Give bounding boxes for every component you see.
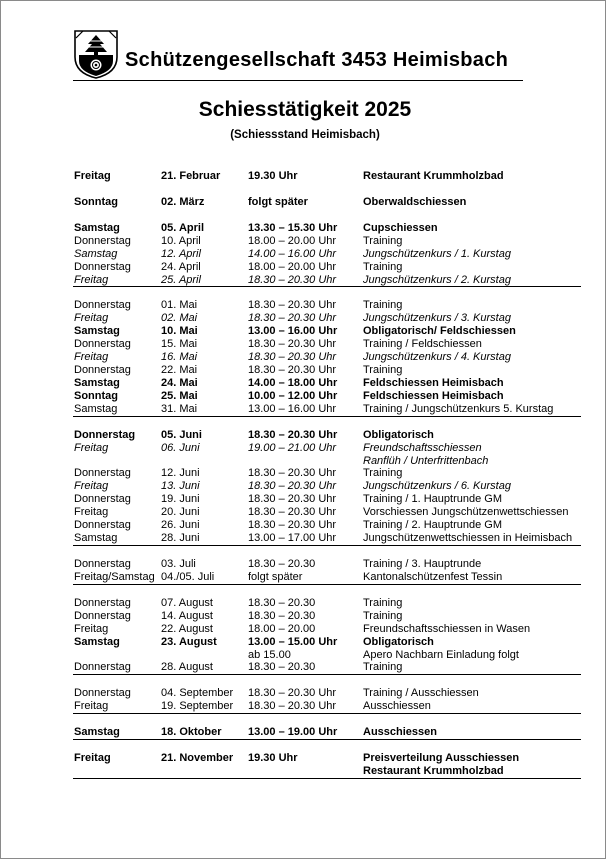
- schedule-event: Restaurant Krummholzbad: [363, 170, 504, 182]
- schedule-day: Samstag: [74, 377, 120, 389]
- schedule-event: Feldschiessen Heimisbach: [363, 377, 504, 389]
- schedule-date: 23. August: [161, 636, 217, 648]
- schedule-day: Freitag/Samstag: [74, 571, 155, 583]
- schedule-date: 19. Juni: [161, 493, 200, 505]
- schedule-day: Freitag: [74, 312, 109, 324]
- schedule-time: 18.30 – 20.30 Uhr: [248, 351, 337, 363]
- schedule-date: 20. Juni: [161, 506, 200, 518]
- schedule-time: 18.30 – 20.30 Uhr: [248, 480, 337, 492]
- schedule-date: 06. Juni: [161, 442, 200, 454]
- schedule-day: Samstag: [74, 726, 120, 738]
- schedule-time: 19.30 Uhr: [248, 752, 298, 764]
- schedule-day: Sonntag: [74, 196, 118, 208]
- schedule-date: 15. Mai: [161, 338, 198, 350]
- schedule-time: 18.00 – 20.00 Uhr: [248, 235, 337, 247]
- schedule-day: Samstag: [74, 636, 120, 648]
- schedule-event: Training / 3. Hauptrunde: [363, 558, 482, 570]
- schedule-date: 22. Mai: [161, 364, 198, 376]
- schedule-event: Training / Feldschiessen: [363, 338, 482, 350]
- schedule-time: folgt später: [248, 571, 303, 583]
- section-divider: [73, 713, 581, 714]
- schedule-day: Sonntag: [74, 390, 118, 402]
- schedule-event: Preisverteilung Ausschiessen: [363, 752, 520, 764]
- schedule-day: Donnerstag: [74, 610, 131, 622]
- schedule-event: Jungschützenkurs / 1. Kurstag: [363, 248, 511, 260]
- schedule-date: 19. September: [161, 700, 234, 712]
- schedule-day: Donnerstag: [74, 429, 136, 441]
- schedule-date: 25. Mai: [161, 390, 198, 402]
- schedule-date: 24. April: [161, 261, 201, 273]
- section-divider: [73, 778, 581, 779]
- schedule-date: 07. August: [161, 597, 213, 609]
- schedule-event: Training: [363, 610, 403, 622]
- schedule-date: 04. September: [161, 687, 234, 699]
- schedule-event: Jungschützenkurs / 6. Kurstag: [363, 480, 511, 492]
- schedule-day: Donnerstag: [74, 299, 131, 311]
- schedule-time: 19.00 – 21.00 Uhr: [248, 442, 337, 454]
- schedule-event: Ranflüh / Unterfrittenbach: [363, 455, 489, 467]
- schedule-date: 21. Februar: [161, 170, 221, 182]
- schedule-event: Jungschützenkurs / 3. Kurstag: [363, 312, 511, 324]
- header-divider: [73, 80, 523, 81]
- schedule-time: 18.30 – 20.30 Uhr: [248, 299, 337, 311]
- section-divider: [73, 416, 581, 417]
- schedule-date: 13. Juni: [161, 480, 200, 492]
- schedule-date: 26. Juni: [161, 519, 200, 531]
- schedule-event: Training: [363, 467, 403, 479]
- schedule-day: Freitag: [74, 752, 111, 764]
- schedule-date: 28. Juni: [161, 532, 200, 544]
- schedule-time: 18.30 – 20.30 Uhr: [248, 506, 337, 518]
- schedule-date: 02. März: [161, 196, 205, 208]
- schedule-day: Samstag: [74, 325, 120, 337]
- schedule-event: Kantonalschützenfest Tessin: [363, 571, 503, 583]
- schedule-time: 14.00 – 18.00 Uhr: [248, 377, 338, 389]
- schedule-day: Donnerstag: [74, 519, 131, 531]
- schedule-event: Apero Nachbarn Einladung folgt: [363, 649, 519, 661]
- schedule-event: Training: [363, 235, 403, 247]
- schedule-day: Donnerstag: [74, 235, 131, 247]
- page-title: Schiesstätigkeit 2025: [198, 98, 412, 121]
- schedule-date: 25. April: [161, 274, 201, 286]
- schedule-date: 01. Mai: [161, 299, 198, 311]
- schedule-date: 12. April: [161, 248, 201, 260]
- schedule-event: Restaurant Krummholzbad: [363, 765, 504, 777]
- section-divider: [73, 739, 581, 740]
- schedule-event: Vorschiessen Jungschützenwettschiessen: [363, 506, 569, 518]
- schedule-time: 13.00 – 16.00 Uhr: [248, 325, 338, 337]
- schedule-day: Donnerstag: [74, 661, 131, 673]
- schedule-day: Donnerstag: [74, 687, 131, 699]
- schedule-time: 13.00 – 19.00 Uhr: [248, 726, 338, 738]
- schedule-event: Jungschützenkurs / 4. Kurstag: [363, 351, 511, 363]
- schedule-day: Donnerstag: [74, 261, 131, 273]
- schedule-day: Samstag: [74, 403, 118, 415]
- schedule-day: Donnerstag: [74, 493, 131, 505]
- schedule-event: Training / Jungschützenkurs 5. Kurstag: [363, 403, 554, 415]
- schedule-time: 18.30 – 20.30: [248, 661, 316, 673]
- schedule-time: ab 15.00: [248, 649, 291, 661]
- schedule-event: Obligatorisch/ Feldschiessen: [363, 325, 516, 337]
- schedule-day: Donnerstag: [74, 338, 131, 350]
- schedule-time: 18.30 – 20.30 Uhr: [248, 312, 337, 324]
- schedule-event: Training: [363, 261, 403, 273]
- schedule-time: 13.00 – 16.00 Uhr: [248, 403, 337, 415]
- schedule-date: 04./05. Juli: [161, 571, 215, 583]
- schedule-event: Training: [363, 364, 403, 376]
- schedule-date: 05. Juni: [161, 429, 202, 441]
- schedule-day: Samstag: [74, 222, 120, 234]
- schedule-time: 18.30 – 20.30 Uhr: [248, 467, 337, 479]
- schedule-day: Donnerstag: [74, 597, 131, 609]
- schedule-time: 14.00 – 16.00 Uhr: [248, 248, 337, 260]
- schedule-event: Cupschiessen: [363, 222, 438, 234]
- schedule-time: 18.30 – 20.30: [248, 610, 316, 622]
- schedule-date: 10. April: [161, 235, 201, 247]
- schedule-time: 18.30 – 20.30 Uhr: [248, 338, 337, 350]
- schedule-time: 18.30 – 20.30 Uhr: [248, 519, 337, 531]
- schedule-time: 18.30 – 20.30 Uhr: [248, 274, 337, 286]
- schedule-event: Ausschiessen: [363, 726, 437, 738]
- section-divider: [73, 584, 581, 585]
- schedule-date: 16. Mai: [161, 351, 198, 363]
- schedule-time: 13.30 – 15.30 Uhr: [248, 222, 338, 234]
- schedule-event: Training: [363, 597, 403, 609]
- schedule-event: Training / 2. Hauptrunde GM: [363, 519, 502, 531]
- schedule-event: Jungschützenkurs / 2. Kurstag: [363, 274, 511, 286]
- schedule-date: 14. August: [161, 610, 213, 622]
- schedule-time: 18.30 – 20.30: [248, 558, 316, 570]
- schedule-event: Ausschiessen: [363, 700, 431, 712]
- schedule-date: 18. Oktober: [161, 726, 222, 738]
- schedule-time: 18.30 – 20.30: [248, 597, 316, 609]
- schedule-time: 13.00 – 17.00 Uhr: [248, 532, 337, 544]
- club-name: Schützengesellschaft 3453 Heimisbach: [125, 49, 509, 71]
- schedule-day: Samstag: [74, 248, 118, 260]
- schedule-date: 02. Mai: [161, 312, 198, 324]
- schedule-date: 22. August: [161, 623, 213, 635]
- schedule-time: 10.00 – 12.00 Uhr: [248, 390, 338, 402]
- schedule-event: Training / Ausschiessen: [363, 687, 479, 699]
- section-divider: [73, 545, 581, 546]
- schedule-time: 13.00 – 15.00 Uhr: [248, 636, 338, 648]
- schedule-time: 18.30 – 20.30 Uhr: [248, 429, 338, 441]
- schedule-event: Freundschaftsschiessen in Wasen: [363, 623, 531, 635]
- schedule-day: Donnerstag: [74, 467, 131, 479]
- schedule-day: Freitag: [74, 442, 109, 454]
- schedule-event: Freundschaftsschiessen: [363, 442, 482, 454]
- schedule-date: 24. Mai: [161, 377, 198, 389]
- schedule-date: 31. Mai: [161, 403, 198, 415]
- schedule-time: 18.30 – 20.30 Uhr: [248, 364, 337, 376]
- club-emblem-icon: [73, 29, 119, 79]
- schedule-date: 12. Juni: [161, 467, 200, 479]
- schedule-event: Oberwaldschiessen: [363, 196, 467, 208]
- schedule-day: Donnerstag: [74, 364, 131, 376]
- schedule-event: Training: [363, 661, 403, 673]
- section-divider: [73, 674, 581, 675]
- schedule-date: 28. August: [161, 661, 213, 673]
- schedule-event: Obligatorisch: [363, 636, 434, 648]
- schedule-day: Freitag: [74, 623, 109, 635]
- schedule-date: 10. Mai: [161, 325, 198, 337]
- schedule-event: Obligatorisch: [363, 429, 434, 441]
- schedule-day: Samstag: [74, 532, 118, 544]
- schedule-time: 18.30 – 20.30 Uhr: [248, 493, 337, 505]
- schedule-day: Donnerstag: [74, 558, 131, 570]
- schedule-day: Freitag: [74, 480, 109, 492]
- page-subtitle: (Schiessstand Heimisbach): [230, 129, 380, 141]
- schedule-day: Freitag: [74, 351, 109, 363]
- schedule-day: Freitag: [74, 506, 109, 518]
- schedule-day: Freitag: [74, 700, 109, 712]
- schedule-date: 21. November: [161, 752, 234, 764]
- schedule-time: 18.00 – 20.00: [248, 623, 316, 635]
- schedule-time: 18.30 – 20.30 Uhr: [248, 687, 337, 699]
- schedule-event: Feldschiessen Heimisbach: [363, 390, 504, 402]
- schedule-time: folgt später: [248, 196, 308, 208]
- schedule-day: Freitag: [74, 170, 111, 182]
- schedule-date: 03. Juli: [161, 558, 196, 570]
- schedule-time: 18.00 – 20.00 Uhr: [248, 261, 337, 273]
- schedule-event: Training: [363, 299, 403, 311]
- schedule-time: 18.30 – 20.30 Uhr: [248, 700, 337, 712]
- schedule-time: 19.30 Uhr: [248, 170, 298, 182]
- schedule-day: Freitag: [74, 274, 109, 286]
- schedule-date: 05. April: [161, 222, 204, 234]
- schedule-event: Training / 1. Hauptrunde GM: [363, 493, 502, 505]
- schedule-event: Jungschützenwettschiessen in Heimisbach: [363, 532, 573, 544]
